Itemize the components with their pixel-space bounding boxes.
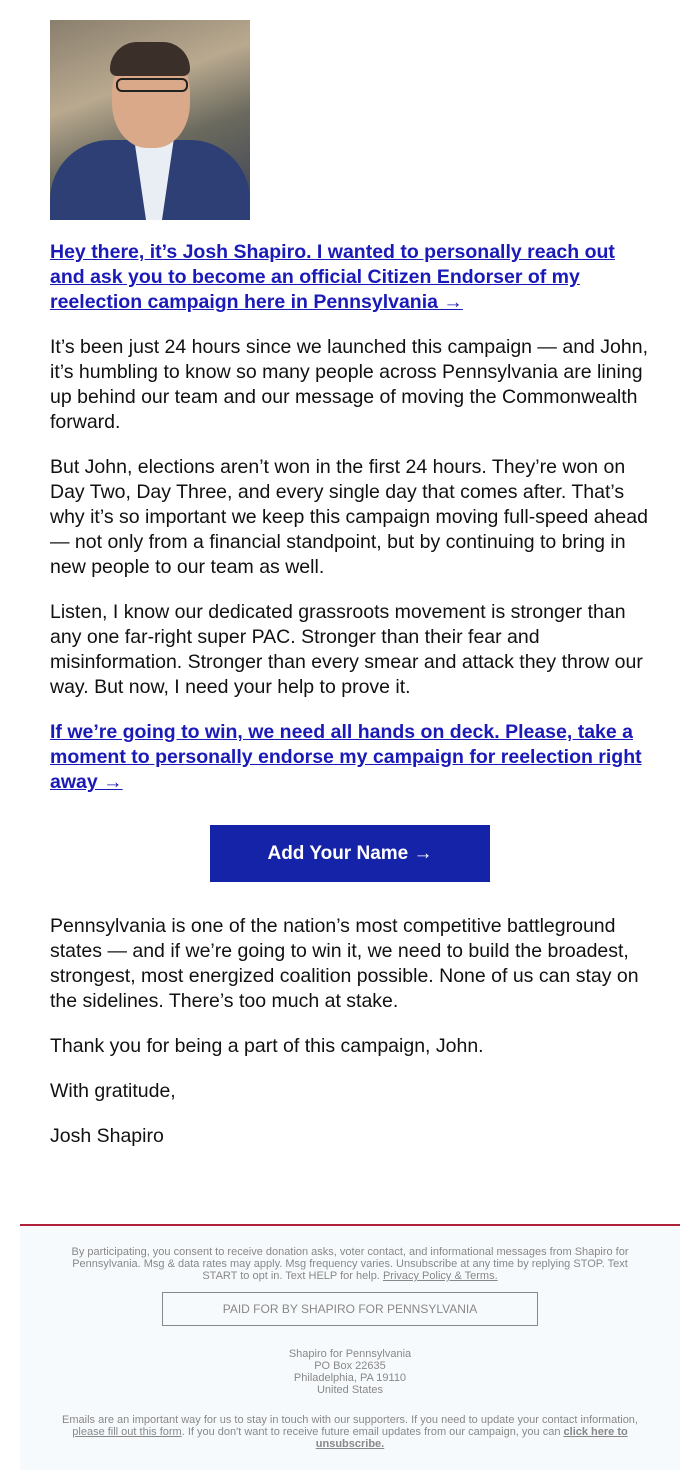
paragraph-5: Thank you for being a part of this campaign, John. — [50, 1035, 484, 1057]
add-your-name-button[interactable]: Add Your Name → — [210, 825, 490, 882]
unsubscribe-link[interactable]: click here to unsubscribe. — [315, 1426, 628, 1450]
update-form-link[interactable]: please fill out this form — [72, 1426, 182, 1438]
consent-text: By participating, you consent to receive donation asks, voter contact, and informational messages from Shapiro for Pennsylvania. Msg & data rates may apply. Msg frequency varies. Unsubscribe at any time by replying STOP. Text START to opt in. Text HELP for help. Privacy Policy & Terms. — [71, 1246, 629, 1282]
endorse-cta-link[interactable]: If we’re going to win, we need all hands on deck. Please, take a moment to personally endorse my campaign for reelection right away → — [50, 721, 642, 793]
closing: With gratitude, — [50, 1080, 176, 1102]
paragraph-1: It’s been just 24 hours since we launched this campaign — and John, it’s humbling to know so many people across Pennsylvania are lining up behind our team and our message of moving the Commonwealth forward. — [50, 336, 649, 433]
mailing-address: Shapiro for Pennsylvania PO Box 22635 Philadelphia, PA 19110 United States — [288, 1348, 412, 1396]
candidate-photo — [50, 20, 250, 220]
endorse-lead-link[interactable]: Hey there, it’s Josh Shapiro. I wanted to personally reach out and ask you to become an official Citizen Endorser of my reelection campaign here in Pennsylvania → — [50, 241, 615, 313]
footer — [20, 1224, 680, 1470]
signature: Josh Shapiro — [50, 1125, 164, 1147]
paragraph-2: But John, elections aren’t won in the first 24 hours. They’re won on Day Two, Day Three, and every single day that comes after. That’s why it’s so important we keep this campaign moving full-speed ahead — not only from a financial standpoint, but by continuing to bring in new people to our team as well. — [50, 456, 648, 578]
privacy-policy-link[interactable]: Privacy Policy & Terms. — [382, 1270, 498, 1282]
email-notice: Emails are an important way for us to stay in touch with our supporters. If you need to update your contact information, please fill out this form. If you don't want to receive future email updates from our campaign, you can click here to unsubscribe. — [62, 1414, 638, 1450]
paid-for-box: PAID FOR BY SHAPIRO FOR PENNSYLVANIA — [162, 1292, 538, 1326]
paragraph-3: Listen, I know our dedicated grassroots movement is stronger than any one far-right super PAC. Stronger than their fear and misinformation. Stronger than every smear and attack they throw our way. But now, I need your help to prove it. — [50, 601, 643, 698]
paragraph-4: Pennsylvania is one of the nation’s most competitive battleground states — and if we’re going to win it, we need to build the broadest, strongest, most energized coalition possible. None of us can stay on the sidelines. There’s too much at stake. — [50, 915, 639, 1012]
